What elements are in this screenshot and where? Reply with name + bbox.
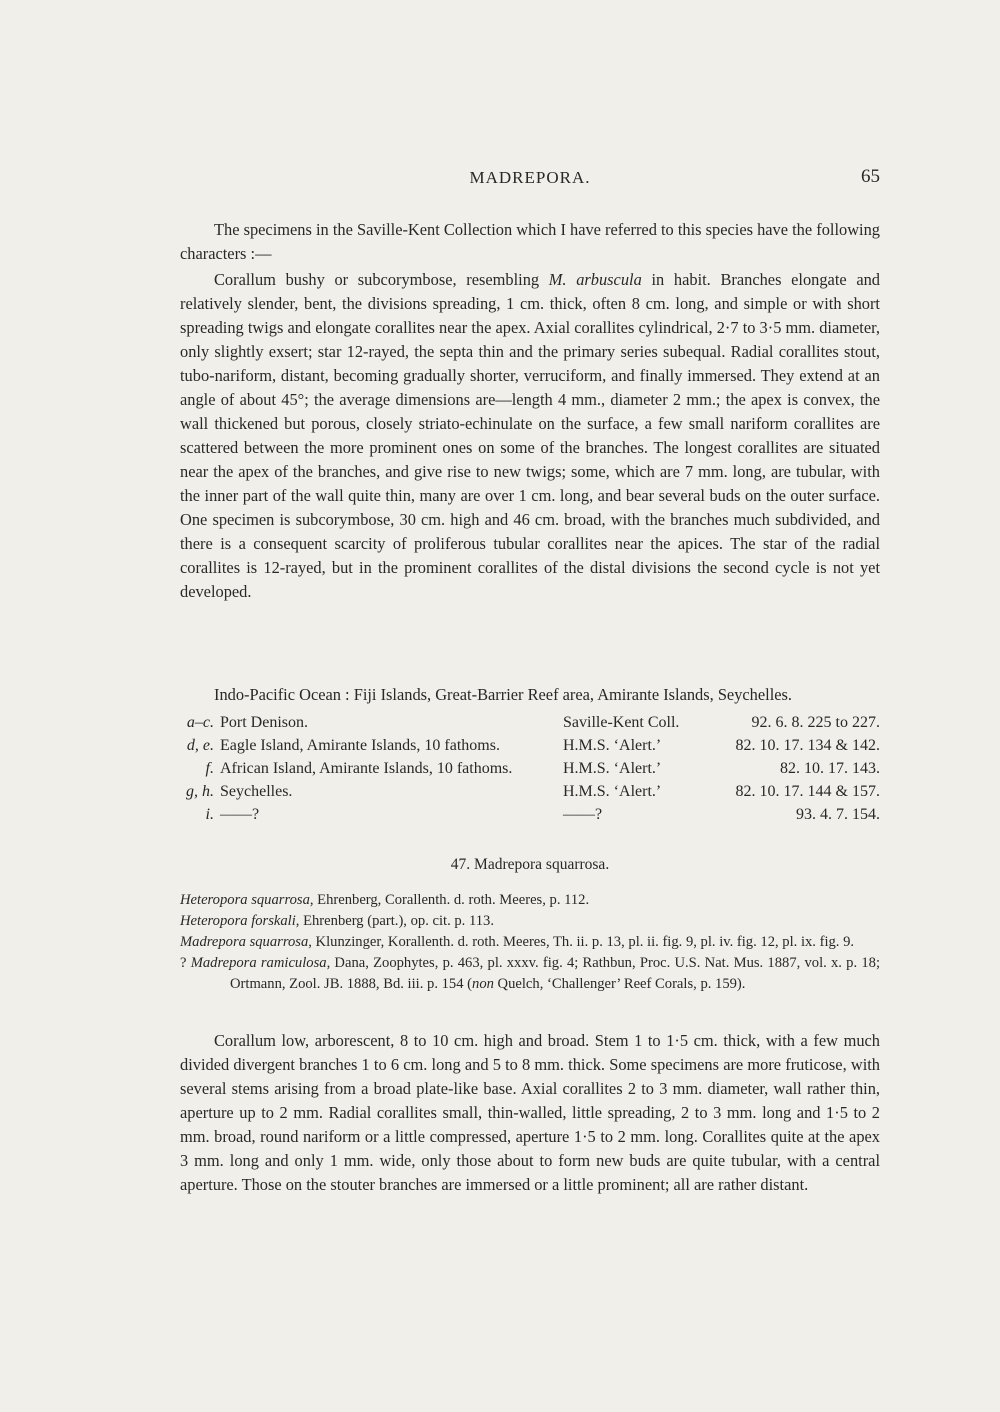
description-paragraph [180, 268, 880, 604]
specimen-source: H.M.S. ‘Alert.’ [563, 737, 662, 754]
specimen-label: a–c. [186, 714, 214, 731]
synonym-entry [180, 932, 880, 953]
specimen-register: 93. 4. 7. 154. [796, 806, 880, 823]
specimen-label: i. [205, 806, 214, 823]
specimen-table [180, 711, 880, 826]
page-number: 65 [861, 166, 880, 187]
specimen-label: d, e. [186, 737, 214, 754]
specimen-register: 82. 10. 17. 134 & 142. [735, 737, 880, 754]
synonym-name: Madrepora ramiculosa [190, 955, 327, 971]
synonym-non: non [472, 976, 494, 992]
synonym-ref: , Dana, Zoophytes, p. 463, pl. xxxv. fig. 4; Rathbun, Proc. U.S. Nat. Mus. 1887, vol. x. p. 18; Ortmann, Zool. JB. 1888, Bd. iii. p. 154 ( [230, 955, 881, 992]
specimen-row [180, 803, 880, 826]
page-header [180, 168, 880, 194]
synonym-entry [180, 911, 880, 932]
specimen-source: H.M.S. ‘Alert.’ [563, 783, 662, 800]
synonym-ref: , Klunzinger, Korallenth. d. roth. Meeres, Th. ii. p. 13, pl. ii. fig. 9, pl. iv. fig. 12, pl. ix. fig. 9. [308, 934, 855, 950]
synonym-prefix: ? [180, 955, 191, 971]
specimen-label: g, h. [186, 783, 214, 800]
synonym-entry [180, 953, 880, 995]
specimen-locality: Seychelles. [220, 783, 293, 800]
specimen-label: f. [205, 760, 214, 777]
synonym-entry [180, 890, 880, 911]
specimen-source: H.M.S. ‘Alert.’ [563, 760, 662, 777]
specimen-row [180, 757, 880, 780]
section-title: 47. Madrepora squarrosa. [450, 856, 610, 873]
synonym-name: Madrepora squarrosa [180, 934, 309, 950]
synonym-ref-end: Quelch, ‘Challenger’ Reef Corals, p. 159). [493, 976, 746, 992]
specimen-row [180, 734, 880, 757]
intro-paragraph: The specimens in the Saville-Kent Collection which I have referred to this species have the following characters :— [180, 220, 880, 263]
synonym-name: Heteropora squarrosa [180, 892, 310, 908]
synonym-name: Heteropora forskali [180, 913, 296, 929]
species-name: M. arbuscula [548, 270, 642, 289]
specimen-row [180, 780, 880, 803]
specimen-register: 92. 6. 8. 225 to 227. [751, 714, 880, 731]
specimen-source: ——? [563, 806, 603, 823]
specimen-register: 82. 10. 17. 143. [780, 760, 880, 777]
specimen-row [180, 711, 880, 734]
synonym-ref: , Ehrenberg, Corallenth. d. roth. Meeres, p. 112. [309, 892, 590, 908]
description-paragraph-2: Corallum low, arborescent, 8 to 10 cm. high and broad. Stem 1 to 1·5 cm. thick, with a few much divided divergent branches 1 to 6 cm. long and 5 to 8 mm. thick. Some specimens are more fruticose, with several stems arising from a broad plate-like base. Axial corallites 2 to 3 mm. diameter, wall rather thin, aperture up to 2 mm. Radial corallites small, thin-walled, little spreading, 2 to 3 mm. long and 1·5 to 2 mm. broad, round nariform or a little compressed, aperture 1·5 to 2 mm. long. Corallites quite at the apex 3 mm. long and only 1 mm. wide, only those about to form new buds are quite tubular, with a central aperture. Those on the stouter branches are immersed or a little prominent; all are rather distant. [180, 1031, 880, 1194]
description-post: in habit. Branches elongate and relatively slender, bent, the divisions spreading, 1 cm. thick, often 8 cm. long, and simple or with short spreading twigs and elongate corallites near the apex. Axial corallites cylindrical, 2·7 to 3·5 mm. diameter, only slightly exsert; star 12-rayed, the septa thin and the primary series subequal. Radial corallites stout, tubo-nariform, distant, becoming gradually shorter, verruciform, and finally immersed. They extend at an angle of about 45°; the average dimensions are—length 4 mm., diameter 2 mm.; the apex is convex, the wall thickened but porous, closely striato-echinulate on the surface, a few small nariform corallites are scattered between the more prominent ones on some of the branches. The longest corallites are situated near the apex of the branches, and give rise to new twigs; some, which are 7 mm. long, are tubular, with the inner part of the wall quite thin, many are over 1 cm. long, and bear several buds on the outer surface. One specimen is subcorymbose, 30 cm. high and 46 cm. broad, with the branches much subdivided, and there is a consequent scarcity of proliferous tubular corallites near the apices. The star of the radial corallites is 12-rayed, but in the prominent corallites of the distal divisions the second cycle is not yet developed. [180, 270, 880, 601]
specimen-locality: African Island, Amirante Islands, 10 fathoms. [220, 760, 513, 777]
specimen-register: 82. 10. 17. 144 & 157. [735, 783, 880, 800]
distribution-line: Indo-Pacific Ocean : Fiji Islands, Great-Barrier Reef area, Amirante Islands, Seychelles. [214, 685, 793, 704]
specimen-locality: Port Denison. [220, 714, 308, 731]
synonymy-list [180, 890, 880, 995]
synonym-ref: , Ehrenberg (part.), op. cit. p. 113. [295, 913, 494, 929]
specimen-locality: ——? [220, 806, 260, 823]
specimen-locality: Eagle Island, Amirante Islands, 10 fathoms. [220, 737, 500, 754]
specimen-source: Saville-Kent Coll. [563, 714, 680, 731]
running-head: MADREPORA. [469, 168, 591, 187]
description-pre: Corallum bushy or subcorymbose, resembling [214, 270, 549, 289]
